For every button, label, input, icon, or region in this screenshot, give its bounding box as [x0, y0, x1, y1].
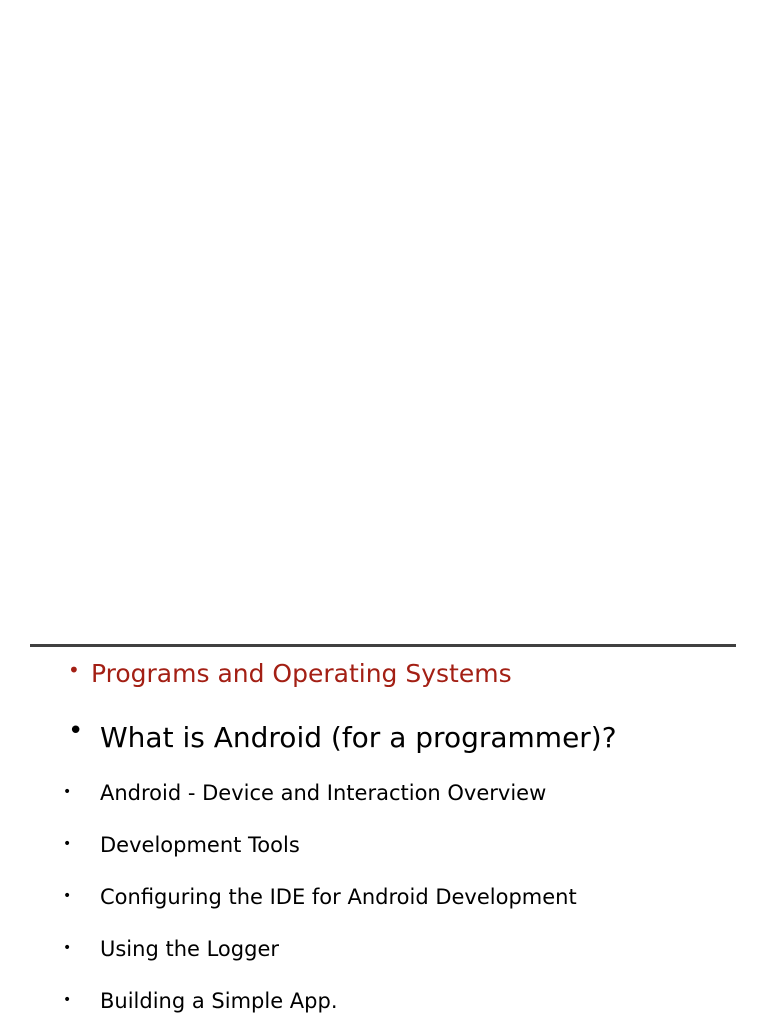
- bullet-icon: •: [63, 992, 72, 1008]
- outline-item-label: Android - Device and Interaction Overview: [100, 781, 547, 805]
- divider-line: [30, 644, 736, 647]
- outline-item-label: Configuring the IDE for Android Development: [100, 885, 577, 909]
- outline-item-label: Development Tools: [100, 833, 300, 857]
- bullet-icon: •: [68, 658, 80, 682]
- bullet-icon: •: [63, 888, 72, 904]
- bullet-icon: •: [68, 716, 84, 746]
- outline-item-label: Building a Simple App.: [100, 989, 338, 1013]
- outline-item-label: Programs and Operating Systems: [91, 659, 512, 688]
- outline-item-label: What is Android (for a programmer)?: [100, 721, 617, 754]
- bullet-icon: •: [63, 940, 72, 956]
- bullet-icon: •: [63, 836, 72, 852]
- bullet-icon: •: [63, 784, 72, 800]
- outline-item-label: Using the Logger: [100, 937, 279, 961]
